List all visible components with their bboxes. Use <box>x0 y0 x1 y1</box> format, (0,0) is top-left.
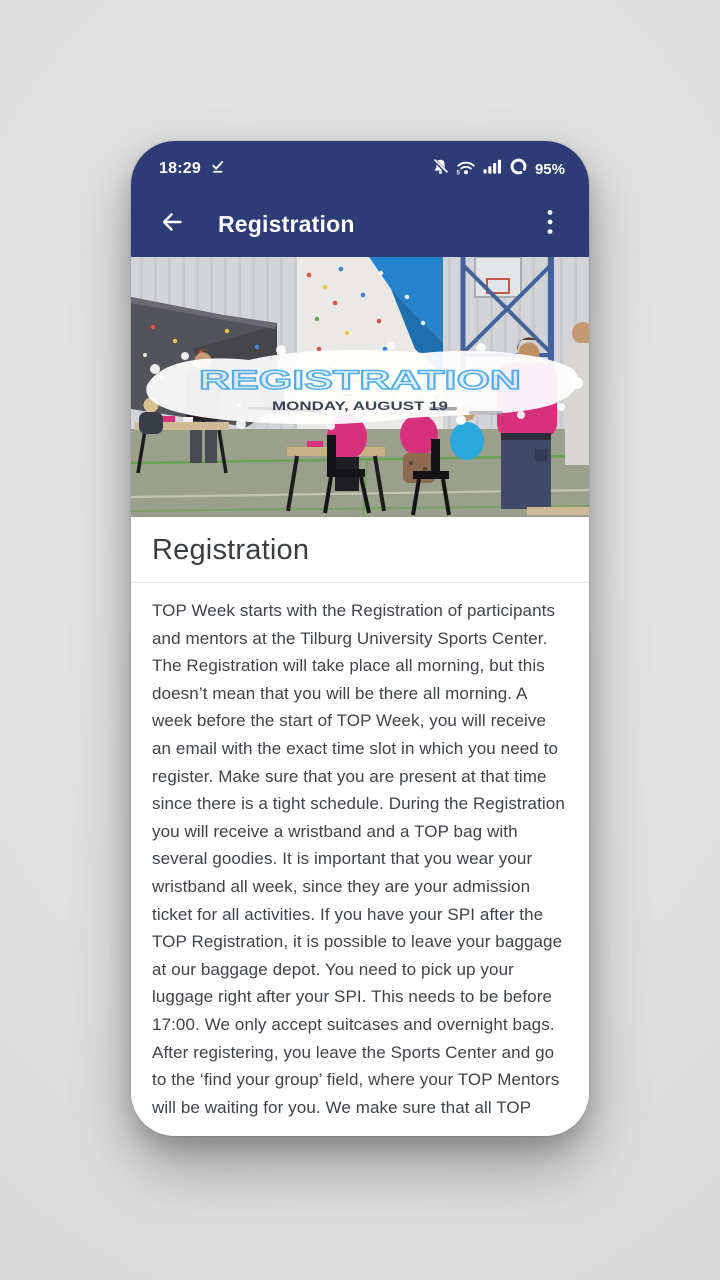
page-title: Registration <box>218 210 355 237</box>
arrow-left-icon <box>157 209 183 240</box>
battery-percent: 95% <box>534 160 565 178</box>
hero-image <box>131 257 589 517</box>
kebab-menu-icon <box>547 209 553 240</box>
back-button[interactable] <box>155 209 185 239</box>
content-card[interactable] <box>131 517 589 1136</box>
download-done-icon <box>210 159 225 179</box>
overflow-menu-button[interactable] <box>537 209 563 239</box>
status-bar <box>131 141 589 191</box>
app-bar <box>131 191 589 257</box>
svg-text:5: 5 <box>456 168 460 175</box>
notifications-off-icon <box>432 158 449 180</box>
wifi-5ghz-icon <box>456 159 476 180</box>
battery-circle-icon <box>509 157 528 181</box>
hero-subtitle: MONDAY, AUGUST 19 <box>272 401 448 413</box>
status-time: 18:29 <box>159 160 201 177</box>
phone-mockup <box>131 141 589 1136</box>
signal-strength-icon <box>483 159 502 179</box>
hero-title: REGISTRATION <box>199 365 521 395</box>
content-heading: Registration <box>152 534 310 566</box>
content-body: TOP Week starts with the Registration of participants and mentors at the Tilburg University Sports Center. The Registration will take place all morning, but this doesn’t mean that you will be there all morning. A week before the start of TOP Week, you will receive an email with the exact time slot in which you need to register. Make sure that you are present at that time since there is a tight schedule. During the Registration you will receive a wristband and a TOP bag with several goodies. It is important that you wear your wristband all week, since they are your admission ticket for all activities. If you have your SPI after the TOP Registration, it is possible to leave your baggage at our baggage depot. You need to pick up your luggage right after your SPI. This needs to be before 17:00. We only accept suitcases and overnight bags. After registering, you leave the Sports Center and go to the ‘find your group’ field, where your TOP Mentors will be waiting for you. We make sure that all TOP <box>152 601 565 1117</box>
